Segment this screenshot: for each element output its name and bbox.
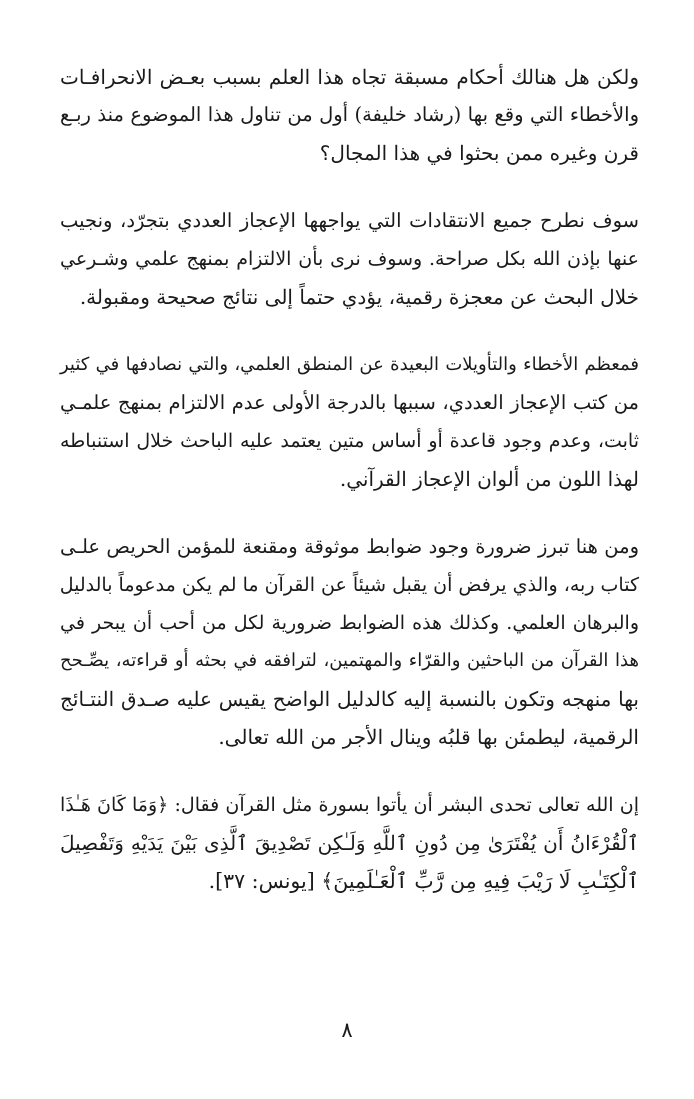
quran-verse-line: ٱلْكِتَـٰبِ لَا رَيْبَ فِيهِ مِن رَّبِّ ٱلْعَـٰلَمِينَ﴾ [يونس: ٣٧]. (208, 869, 639, 893)
text-line: والأخطاء التي وقع بها (رشاد خليفة) أول من تناول هذا الموضوع منذ ربـع (60, 103, 639, 126)
text-line: من كتب الإعجاز العددي، سببها بالدرجة الأولى عدم الالتزام بمنهج علمـي (60, 391, 639, 414)
page-content (60, 58, 639, 930)
paragraph-3 (60, 346, 639, 498)
text-line: ولكن هل هنالك أحكام مسبقة تجاه هذا العلم بسبب بعـض الانحرافـات (60, 65, 639, 89)
text-line: لهذا اللون من ألوان الإعجاز القرآني. (339, 467, 639, 491)
text-line: كتاب ربه، والذي يرفض أن يقبل شيئاً عن القرآن ما لم يكن مدعوماً بالدليل (59, 574, 639, 596)
text-line: عنها بإذن الله بكل صراحة. وسوف نرى بأن الالتزام بمنهج علمي وشـرعي (60, 248, 639, 270)
paragraph-2 (60, 202, 639, 316)
text-line: والبرهان العلمي. وكذلك هذه الضوابط ضرورية لكل من أحب أن يبحر في (60, 612, 639, 634)
text-line: ومن هنا تبرز ضرورة وجود ضوابط موثوقة ومقنعة للمؤمن الحريص علـى (60, 535, 639, 558)
page-number: ٨ (341, 1018, 353, 1042)
text-line: إن الله تعالى تحدى البشر أن يأتوا بسورة مثل القرآن فقال: ﴿وَمَا كَانَ هَـٰذَا (60, 794, 639, 816)
text-line: قرن وغيره ممن بحثوا في هذا المجال؟ (319, 141, 639, 165)
text-line: الرقمية، ليطمئن بها قلبُه وينال الأجر من الله تعالى. (218, 725, 639, 749)
quran-verse-line: ٱلْقُرْءَانُ أَن يُفْتَرَىٰ مِن دُونِ ٱللَّهِ وَلَـٰكِن تَصْدِيقَ ٱلَّذِى بَيْنَ يَدَيْهِ وَتَفْصِيلَ (60, 831, 639, 855)
paragraph-5-quran-citation (60, 786, 639, 900)
text-line: ثابت، وعدم وجود قاعدة أو أساس متين يعتمد عليه الباحث خلال استنباطه (60, 430, 639, 452)
paragraph-1 (60, 58, 639, 172)
text-line: بها منهجه وتكون بالنسبة إليه كالدليل الواضح يقيس عليه صـدق النتـائج (60, 687, 639, 711)
text-line: سوف نطرح جميع الانتقادات التي يواجهها الإعجاز العددي بتجرّد، ونجيب (60, 209, 639, 232)
text-line: فمعظم الأخطاء والتأويلات البعيدة عن المنطق العلمي، والتي نصادفها في كثير (60, 354, 639, 375)
paragraph-4 (60, 528, 639, 756)
text-line: خلال البحث عن معجزة رقمية، يؤدي حتماً إلى نتائج صحيحة ومقبولة. (79, 285, 639, 309)
text-line: هذا القرآن من الباحثين والقرّاء والمهتمين، لترافقه في بحثه أو قراءته، يصِّـحح (60, 650, 639, 671)
